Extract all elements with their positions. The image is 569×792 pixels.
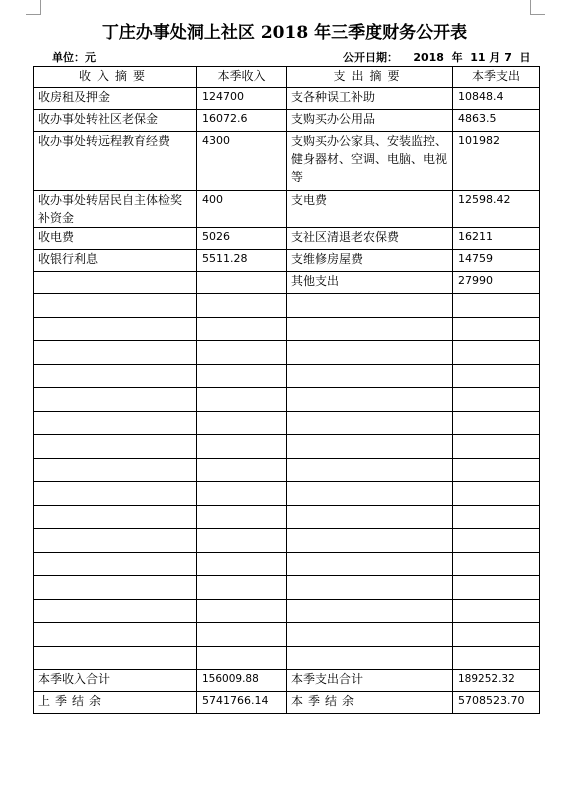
table-row-empty — [34, 505, 540, 529]
table-row-empty — [34, 623, 540, 647]
income-amount-cell: 5026 — [197, 228, 287, 250]
table-row-empty — [34, 552, 540, 576]
income-desc-cell: 收房租及押金 — [34, 88, 197, 110]
publish-date-value: 2018 年 11 月 7 日 — [413, 51, 531, 64]
prev-balance-label: 上季结余 — [34, 692, 197, 714]
table-row — [34, 250, 540, 272]
table-row-empty — [34, 646, 540, 670]
table-row — [34, 88, 540, 110]
expense-total-value: 189252.32 — [453, 670, 540, 692]
expense-desc-cell: 支各种误工补助 — [287, 88, 453, 110]
expense-desc-cell: 支维修房屋费 — [287, 250, 453, 272]
table-row-empty — [34, 576, 540, 600]
income-amount-cell — [197, 272, 287, 294]
table-row-empty — [34, 294, 540, 318]
table-row-empty — [34, 388, 540, 412]
table-row — [34, 191, 540, 228]
unit-label: 单位：元 — [52, 51, 96, 64]
expense-desc-cell: 其他支出 — [287, 272, 453, 294]
income-desc-cell: 收办事处转远程教育经费 — [34, 132, 197, 191]
expense-desc-cell: 支购买办公家具、安装监控、健身器材、空调、电脑、电视等 — [287, 132, 453, 191]
income-desc-cell — [34, 272, 197, 294]
page-corner-mark-right — [530, 0, 545, 15]
income-total-value: 156009.88 — [197, 670, 287, 692]
income-amount-cell: 400 — [197, 191, 287, 228]
table-row-empty — [34, 411, 540, 435]
income-desc-cell: 收银行利息 — [34, 250, 197, 272]
header-expense-desc: 支出摘要 — [287, 67, 453, 88]
table-row-empty — [34, 317, 540, 341]
expense-amount-cell: 27990 — [453, 272, 540, 294]
totals-row — [34, 670, 540, 692]
expense-amount-cell: 12598.42 — [453, 191, 540, 228]
curr-balance-value: 5708523.70 — [453, 692, 540, 714]
expense-desc-cell: 支购买办公用品 — [287, 110, 453, 132]
table-row — [34, 110, 540, 132]
prev-balance-value: 5741766.14 — [197, 692, 287, 714]
publish-date — [343, 49, 531, 65]
income-desc-cell: 收电费 — [34, 228, 197, 250]
document-title: 丁庄办事处洞上社区 2018 年三季度财务公开表 — [101, 23, 468, 43]
table-row-empty — [34, 341, 540, 365]
header-income-desc: 收入摘要 — [34, 67, 197, 88]
income-amount-cell: 4300 — [197, 132, 287, 191]
header-income-amount: 本季收入 — [197, 67, 287, 88]
expense-amount-cell: 16211 — [453, 228, 540, 250]
table-row-empty — [34, 458, 540, 482]
income-amount-cell: 16072.6 — [197, 110, 287, 132]
balance-row — [34, 692, 540, 714]
table-row — [34, 228, 540, 250]
table-header-row — [34, 67, 540, 88]
income-desc-cell: 收办事处转社区老保金 — [34, 110, 197, 132]
expense-amount-cell: 10848.4 — [453, 88, 540, 110]
income-total-label: 本季收入合计 — [34, 670, 197, 692]
income-amount-cell: 124700 — [197, 88, 287, 110]
expense-amount-cell: 101982 — [453, 132, 540, 191]
expense-amount-cell: 14759 — [453, 250, 540, 272]
expense-amount-cell: 4863.5 — [453, 110, 540, 132]
income-amount-cell: 5511.28 — [197, 250, 287, 272]
table-row — [34, 272, 540, 294]
table-row-empty — [34, 482, 540, 506]
expense-desc-cell: 支社区清退老农保费 — [287, 228, 453, 250]
expense-desc-cell: 支电费 — [287, 191, 453, 228]
finance-table — [33, 66, 540, 714]
expense-total-label: 本季支出合计 — [287, 670, 453, 692]
table-row — [34, 132, 540, 191]
curr-balance-label: 本季结余 — [287, 692, 453, 714]
table-row-empty — [34, 435, 540, 459]
table-row-empty — [34, 364, 540, 388]
table-row-empty — [34, 529, 540, 553]
header-expense-amount: 本季支出 — [453, 67, 540, 88]
publish-date-label: 公开日期： — [343, 51, 398, 64]
table-row-empty — [34, 599, 540, 623]
income-desc-cell: 收办事处转居民自主体检奖补资金 — [34, 191, 197, 228]
page-corner-mark-left — [26, 0, 41, 15]
